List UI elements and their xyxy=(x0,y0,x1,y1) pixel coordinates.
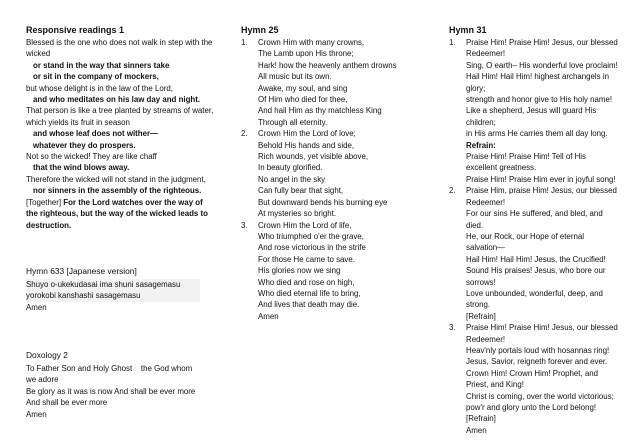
verse-line: Praise Him! Praise Him! Tell of His xyxy=(466,152,586,162)
verse-line: children; xyxy=(466,117,496,127)
doxology-title: Doxology 2 xyxy=(26,350,68,360)
verse-line: Crown Him with many crowns, xyxy=(258,38,365,47)
verse-line: The Lamb upon His throne; xyxy=(258,49,354,59)
verse-line: Crown Him the Lord of life, xyxy=(258,220,352,230)
verse-line: [Refrain] xyxy=(466,414,496,424)
verse-line: Behold His hands and side, xyxy=(258,140,355,150)
verse-number: 2. xyxy=(449,186,456,196)
doxology-line: we adore xyxy=(26,375,59,385)
hymn-31-title: Hymn 31 xyxy=(449,25,487,35)
verse-line: No angel in the sky xyxy=(258,174,326,184)
verse-number: 1. xyxy=(241,38,248,47)
responsive-reading-title: Responsive readings 1 xyxy=(26,25,125,35)
reading-line: or stand in the way that sinners take xyxy=(33,60,170,70)
hymn-31-verse-1 xyxy=(449,37,624,140)
hymn-25-verse-2 xyxy=(241,128,401,219)
verse-lines xyxy=(466,185,624,322)
verse-line: For those He came to save. xyxy=(258,254,355,264)
reading-line: that the wind blows away. xyxy=(33,163,130,173)
verse-line: Priest, and King! xyxy=(466,380,524,390)
verse-line: His glories now we sing xyxy=(258,266,341,276)
verse-lines xyxy=(258,128,401,219)
reading-line: which yields its fruit in season xyxy=(26,117,130,127)
hymn-633-lyrics xyxy=(26,279,200,302)
together-prefix: [Together] xyxy=(26,197,62,207)
verse-line: Who triumphed o'er the grave, xyxy=(258,231,364,241)
reading-line: or sit in the company of mockers, xyxy=(33,72,159,82)
verse-number: 1. xyxy=(449,38,456,47)
verse-line: For our sins He suffered, and bled, and xyxy=(466,209,603,219)
verse-line: And hail Him as thy matchless King xyxy=(258,106,382,116)
hymn-31-amen: Amen xyxy=(466,425,487,435)
verse-line: And rose victorious in the strife xyxy=(258,243,366,253)
reading-line: That person is like a tree planted by streams of water, xyxy=(26,106,214,116)
verse-line: Redeemer! xyxy=(466,197,506,207)
doxology-line: To Father Son and Holy Ghost the God whom xyxy=(26,364,193,373)
verse-line: And lives that death may die. xyxy=(258,300,360,310)
hymn-31-verse-3 xyxy=(449,322,624,425)
verse-line: Sing, O earth– His wonderful love proclaim! xyxy=(466,60,618,70)
verse-line: [Refrain] xyxy=(466,311,496,321)
verse-line: strong. xyxy=(466,300,491,310)
verse-line: Jesus, Savior, reigneth forever and ever. xyxy=(466,357,608,367)
verse-line: died. xyxy=(466,220,484,230)
verse-line: Can fully bear that sight, xyxy=(258,186,344,196)
verse-line: In beauty glorified. xyxy=(258,163,323,173)
reading-line: whatever they do prospers. xyxy=(33,140,136,150)
verse-line: in His arms He carries them all day long. xyxy=(466,129,608,139)
verse-line: But downward bends his burning eye xyxy=(258,197,388,207)
hymn-25-verse-3 xyxy=(241,220,401,311)
verse-line: Who died and rose on high, xyxy=(258,277,355,287)
hymn-633-title: Hymn 633 [Japanese version] xyxy=(26,266,137,276)
verse-lines xyxy=(258,37,401,128)
verse-lines xyxy=(466,322,624,425)
hymn-633-line: Shuyo o-ukekudasai ima shuni sasagemasu xyxy=(26,280,181,289)
verse-line: glory; xyxy=(466,83,486,93)
verse-line: Redeemer! xyxy=(466,49,506,59)
verse-line: Sound His praises! Jesus, who bore our xyxy=(466,266,606,276)
verse-lines xyxy=(258,220,401,311)
responsive-reading-lines xyxy=(26,37,216,197)
verse-line: Redeemer! xyxy=(466,334,506,344)
verse-line: pow'r and glory unto the Lord belong! xyxy=(466,403,597,412)
verse-line: Rich wounds, yet visible above, xyxy=(258,152,369,162)
responsive-reading-together xyxy=(26,197,216,231)
verse-line: sorrows! xyxy=(466,277,496,287)
verse-number: 3. xyxy=(449,323,456,333)
hymn-25-verse-1 xyxy=(241,37,401,128)
doxology-amen: Amen xyxy=(26,409,47,419)
verse-line: He, our Rock, our Hope of eternal xyxy=(466,231,584,241)
hymn-633-line: yorokobi kanshashi sasagemasu xyxy=(26,291,141,301)
verse-line: Praise Him! Praise Him ever in joyful song! xyxy=(466,174,616,184)
verse-line: excellent greatness. xyxy=(466,163,537,173)
reading-line: Not so the wicked! They are like chaff xyxy=(26,152,157,162)
verse-line: salvation— xyxy=(466,243,506,253)
verse-line: Hail Him! Hail Him! Jesus, the Crucified! xyxy=(466,254,606,264)
hymn-31-section xyxy=(449,24,624,436)
hymn-633-amen: Amen xyxy=(26,302,47,312)
verse-line: Christ is coming, over the world victorious; xyxy=(466,391,614,401)
together-text: For the Lord watches over the way of the righteous, but the way of the wicked leads to destruction. xyxy=(26,197,208,230)
hymn-633-section xyxy=(26,265,226,313)
reading-line: and whose leaf does not wither— xyxy=(33,129,158,139)
verse-line: All music but its own. xyxy=(258,72,332,82)
reading-line: nor sinners in the assembly of the righteous. xyxy=(33,186,202,196)
verse-line: Crown Him! Crown Him! Prophet, and xyxy=(466,368,598,378)
verse-line: At mysteries so bright. xyxy=(258,209,337,219)
hymn-31-refrain-label: Refrain: xyxy=(466,140,496,150)
verse-line: Awake, my soul, and sing xyxy=(258,83,348,93)
reading-line: and who meditates on his law day and night. xyxy=(33,95,201,105)
verse-line: Crown Him the Lord of love; xyxy=(258,129,356,139)
verse-line: Hark! how the heavenly anthem drowns xyxy=(258,60,397,70)
verse-line: Of Him who died for thee, xyxy=(258,95,348,105)
responsive-reading-section xyxy=(26,24,216,231)
verse-line: strength and honor give to His holy name! xyxy=(466,95,613,105)
verse-number: 2. xyxy=(241,129,248,139)
doxology-line: Be glory as it was is now And shall be ever more xyxy=(26,386,196,396)
reading-line: wicked xyxy=(26,49,51,59)
verse-line: Hail Him! Hail Him! highest archangels in xyxy=(466,72,609,82)
verse-lines xyxy=(466,37,624,140)
reading-line: Blessed is the one who does not walk in step with the xyxy=(26,38,213,47)
verse-line: Who died eternal life to bring, xyxy=(258,288,361,298)
reading-line: but whose delight is in the law of the Lord, xyxy=(26,83,173,93)
verse-line: Praise Him! Praise Him! Jesus, our blessed xyxy=(466,38,618,47)
hymn-25-amen: Amen xyxy=(258,311,279,321)
verse-line: Like a shepherd, Jesus will guard His xyxy=(466,106,597,116)
hymn-31-verse-2 xyxy=(449,185,624,322)
hymn-25-title: Hymn 25 xyxy=(241,25,279,35)
verse-line: Heav'nly portals loud with hosannas ring! xyxy=(466,345,610,355)
doxology-line: And shall be ever more xyxy=(26,398,108,408)
hymn-25-verses xyxy=(241,37,401,311)
verse-line: Love unbounded, wonderful, deep, and xyxy=(466,288,603,298)
verse-line: Through all eternity. xyxy=(258,117,328,127)
reading-line: Therefore the wicked will not stand in the judgment, xyxy=(26,174,206,184)
hymn-31-refrain-lines xyxy=(449,151,624,185)
doxology-section xyxy=(26,349,226,420)
verse-number: 3. xyxy=(241,220,248,230)
hymn-25-section xyxy=(241,24,401,322)
verse-line: Praise Him, praise Him! Jesus, our blessed xyxy=(466,186,617,196)
verse-line: Praise Him! Praise Him! Jesus, our blessed xyxy=(466,323,618,333)
